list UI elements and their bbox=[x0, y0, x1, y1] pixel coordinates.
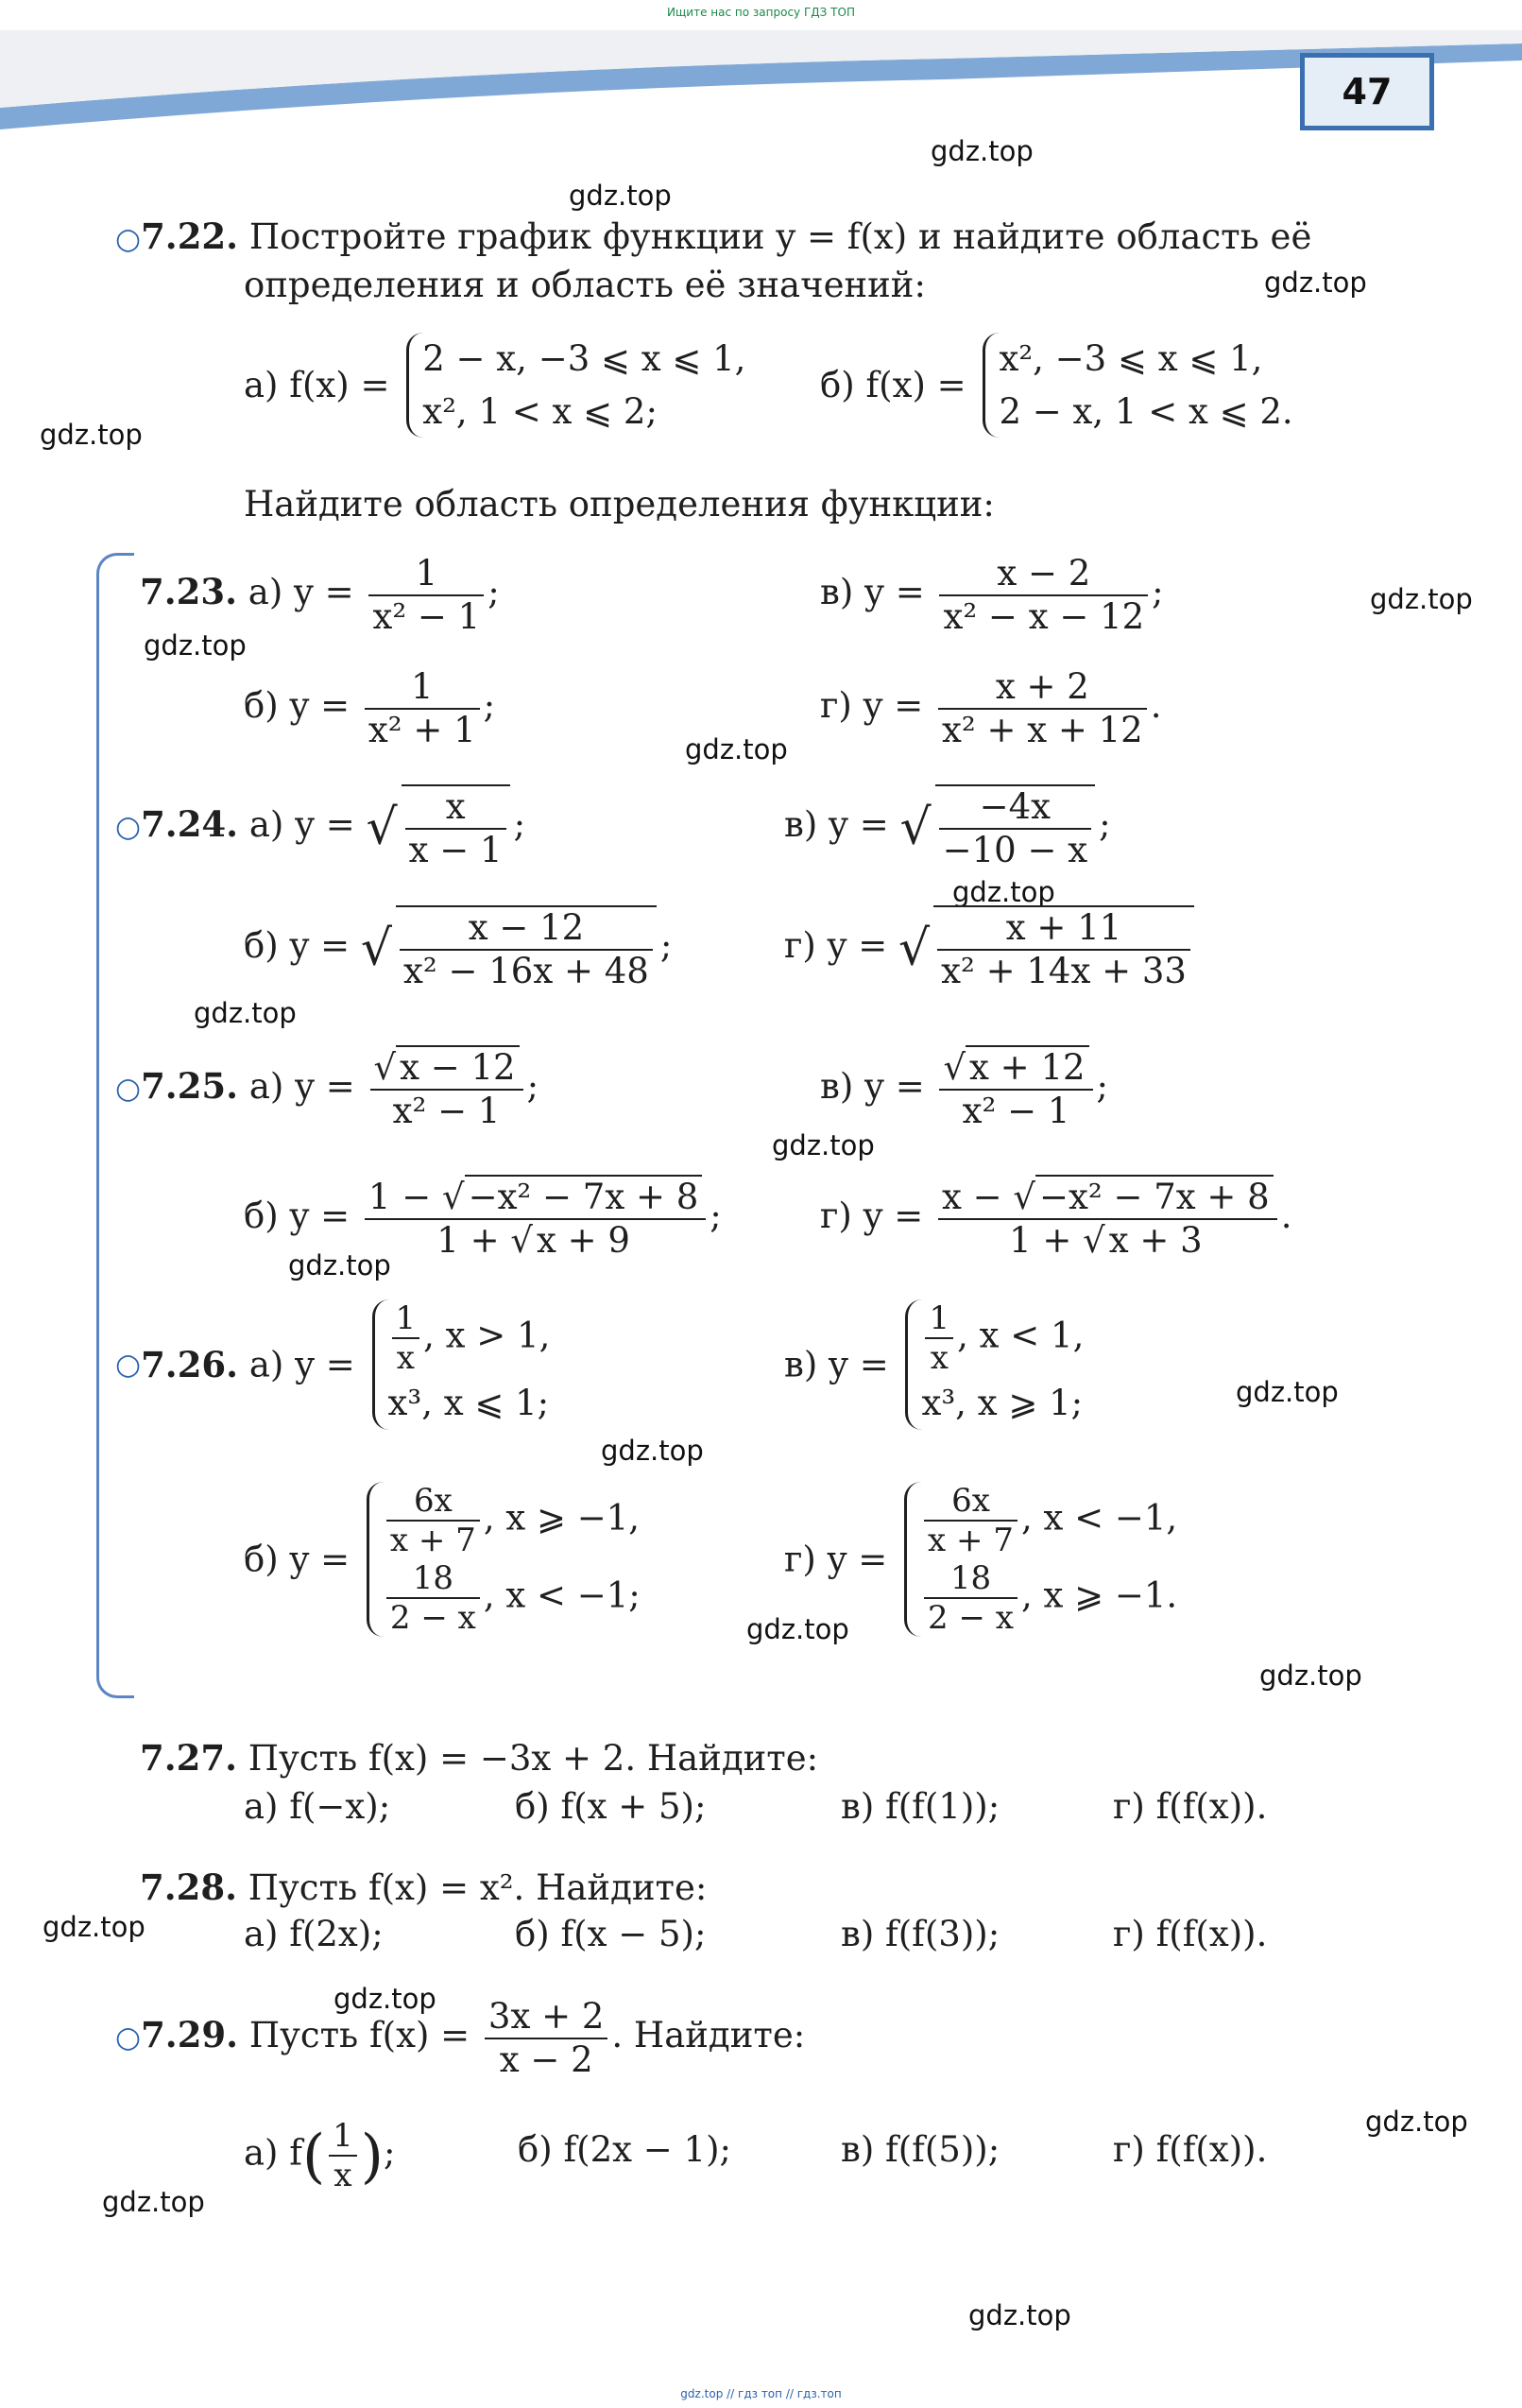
exercise-text: Пусть f(x) = bbox=[248, 2015, 470, 2056]
watermark: gdz.top bbox=[43, 1911, 145, 1943]
item-label: б) y = bbox=[244, 1539, 351, 1580]
denominator: x − 1 bbox=[405, 828, 506, 871]
watermark: gdz.top bbox=[40, 419, 143, 451]
exercise-7-23-b bbox=[244, 666, 495, 750]
denominator: x + 7 bbox=[386, 1520, 480, 1559]
item-label: а) y = bbox=[248, 1066, 355, 1108]
exercise-7-28-text bbox=[140, 1866, 707, 1908]
condition: , x > 1, bbox=[423, 1315, 551, 1356]
watermark: gdz.top bbox=[968, 2299, 1071, 2331]
item-label: в) y = bbox=[820, 1066, 925, 1108]
exercise-7-24-b bbox=[244, 905, 672, 991]
exercise-text: . Найдите: bbox=[611, 2015, 806, 2056]
watermark: gdz.top bbox=[931, 135, 1034, 167]
exercise-item: а) f(2x); bbox=[244, 1914, 384, 1954]
radicand: −x² − 7x + 8 bbox=[1035, 1175, 1274, 1217]
exercise-7-29-a bbox=[244, 2117, 395, 2194]
fraction bbox=[925, 1299, 953, 1377]
domain-heading: Найдите область определения функции: bbox=[244, 484, 995, 525]
piece-row: 2 − x, −3 ⩽ x ⩽ 1, bbox=[422, 338, 746, 379]
optional-circle-icon: ○ bbox=[115, 2021, 142, 2055]
punct: ; bbox=[487, 572, 500, 613]
exercise-7-24-v bbox=[784, 784, 1111, 870]
piecewise-brace bbox=[372, 1299, 551, 1430]
watermark: gdz.top bbox=[102, 2186, 205, 2218]
fraction bbox=[924, 1559, 1018, 1637]
watermark: gdz.top bbox=[569, 180, 672, 212]
punct: ; bbox=[1096, 1066, 1108, 1108]
watermark: gdz.top bbox=[194, 997, 297, 1029]
denominator: x² − 1 bbox=[368, 594, 484, 638]
watermark: gdz.top bbox=[746, 1613, 849, 1645]
radicand: x + 9 bbox=[533, 1218, 634, 1261]
piecewise-brace bbox=[904, 1482, 1177, 1637]
numerator: 1 − √ −x² − 7x + 8 bbox=[365, 1177, 706, 1218]
numerator: 3x + 2 bbox=[487, 1996, 605, 2037]
piece-row bbox=[920, 1559, 1177, 1637]
denominator: x bbox=[925, 1337, 953, 1377]
fraction bbox=[402, 784, 510, 870]
footer-note: gdz.top // гдз топ // гдз.топ bbox=[680, 2387, 842, 2400]
exercise-number: 7.24. bbox=[141, 803, 239, 846]
exercise-number: 7.25. bbox=[141, 1065, 239, 1108]
exercise-number: 7.27. bbox=[140, 1737, 237, 1779]
exercise-7-23-v bbox=[820, 553, 1164, 637]
numerator: −4x bbox=[979, 786, 1052, 827]
numerator: 1 bbox=[411, 666, 434, 707]
item-label: г) y = bbox=[784, 925, 888, 967]
paren-open: ( bbox=[301, 2121, 326, 2191]
denominator: x bbox=[329, 2155, 357, 2194]
denominator: 1 + √ x + 3 bbox=[938, 1218, 1277, 1262]
exercise-7-26-v bbox=[784, 1299, 1084, 1430]
exercise-7-22-text bbox=[115, 215, 1311, 257]
item-label: г) y = bbox=[820, 685, 924, 727]
exercise-7-25-g bbox=[820, 1177, 1291, 1261]
sqrt-icon: √ bbox=[899, 799, 932, 856]
piece-row bbox=[383, 1482, 641, 1559]
numerator: x + 11 bbox=[1005, 907, 1122, 948]
item-label: в) y = bbox=[784, 1344, 889, 1385]
piecewise-brace bbox=[983, 333, 1292, 438]
numerator: 18 bbox=[949, 1559, 992, 1598]
exercise-item: г) f(f(x)). bbox=[1113, 2129, 1268, 2170]
exercise-item: б) f(2x − 1); bbox=[518, 2129, 731, 2170]
exercise-item: в) f(f(3)); bbox=[841, 1914, 1000, 1954]
numerator: x − 12 bbox=[468, 907, 585, 948]
piece-row bbox=[388, 1299, 551, 1377]
numerator: x bbox=[445, 786, 466, 827]
punct: . bbox=[1280, 1195, 1292, 1237]
exercise-number: 7.26. bbox=[141, 1343, 239, 1385]
numerator: 1 bbox=[929, 1299, 950, 1337]
watermark: gdz.top bbox=[1259, 1660, 1362, 1692]
radicand: x − 12 bbox=[396, 1045, 519, 1088]
optional-circle-icon: ○ bbox=[115, 1347, 142, 1382]
fraction bbox=[365, 666, 480, 750]
fraction bbox=[939, 553, 1148, 637]
optional-circle-icon: ○ bbox=[115, 1072, 142, 1107]
piece-row bbox=[920, 1482, 1177, 1559]
sqrt-icon: √ bbox=[366, 799, 398, 856]
watermark: gdz.top bbox=[772, 1129, 875, 1161]
item-label: а) bbox=[244, 365, 279, 405]
watermark: gdz.top bbox=[1370, 583, 1473, 615]
fraction bbox=[939, 1047, 1092, 1131]
condition: , x < −1; bbox=[483, 1574, 641, 1616]
fraction bbox=[368, 553, 484, 637]
fraction bbox=[329, 2117, 357, 2194]
exercise-7-25-b bbox=[244, 1177, 722, 1261]
punct: ; bbox=[483, 685, 496, 727]
denominator: x² + 14x + 33 bbox=[937, 949, 1190, 992]
watermark: gdz.top bbox=[1236, 1376, 1339, 1408]
punct: ; bbox=[710, 1195, 722, 1237]
numerator: √ x − 12 bbox=[370, 1047, 523, 1089]
item-label: г) y = bbox=[784, 1539, 888, 1580]
fraction bbox=[396, 905, 657, 991]
item-label: б) bbox=[820, 365, 855, 405]
page-number: 47 bbox=[1300, 53, 1434, 130]
condition: , x ⩾ −1. bbox=[1020, 1574, 1178, 1616]
exercise-7-23-a bbox=[140, 553, 500, 637]
exercise-7-26-b bbox=[244, 1482, 641, 1637]
punct: . bbox=[1150, 685, 1162, 727]
watermark: gdz.top bbox=[288, 1249, 391, 1281]
exercise-number: 7.22. bbox=[141, 215, 239, 257]
fraction bbox=[365, 1177, 706, 1261]
item-label: а) y = bbox=[248, 572, 354, 613]
watermark: gdz.top bbox=[952, 876, 1055, 908]
denominator: 2 − x bbox=[924, 1597, 1018, 1637]
fraction bbox=[386, 1482, 480, 1559]
exercise-7-22-b bbox=[820, 333, 1293, 438]
item-label: а) y = bbox=[248, 804, 355, 846]
radicand: x + 12 bbox=[966, 1045, 1088, 1088]
exercise-item: в) f(f(1)); bbox=[841, 1786, 1000, 1827]
exercise-number: 7.28. bbox=[140, 1866, 237, 1908]
item-label: г) y = bbox=[820, 1195, 924, 1237]
watermark: gdz.top bbox=[1264, 267, 1367, 299]
exercise-7-29-text bbox=[115, 1996, 805, 2080]
top-note: Ищите нас по запросу ГДЗ ТОП bbox=[667, 6, 855, 19]
exercise-item: б) f(x + 5); bbox=[515, 1786, 707, 1827]
punct: ; bbox=[384, 2132, 396, 2174]
punct: ; bbox=[1152, 572, 1164, 613]
denominator: x² + 1 bbox=[365, 708, 480, 751]
fraction bbox=[924, 1482, 1018, 1559]
denominator: 1 + √ x + 9 bbox=[365, 1218, 706, 1262]
numerator: 6x bbox=[951, 1482, 990, 1520]
item-label: а) y = bbox=[248, 1344, 355, 1385]
denominator: x² − 1 bbox=[939, 1089, 1092, 1132]
exercise-text-line-2: определения и область её значений: bbox=[244, 265, 926, 305]
denominator: x² − 1 bbox=[370, 1089, 523, 1132]
exercise-number: 7.23. bbox=[140, 571, 237, 613]
denominator-part: 1 + bbox=[1009, 1219, 1084, 1261]
piece-row bbox=[383, 1559, 641, 1637]
condition: , x ⩾ −1, bbox=[483, 1497, 641, 1539]
exercise-7-26-a bbox=[115, 1299, 550, 1430]
fraction bbox=[485, 1996, 607, 2080]
denominator: x + 7 bbox=[924, 1520, 1018, 1559]
fraction bbox=[386, 1559, 480, 1637]
denominator: 2 − x bbox=[386, 1597, 480, 1637]
radicand: x + 3 bbox=[1105, 1218, 1206, 1261]
watermark: gdz.top bbox=[144, 629, 247, 662]
punct: ; bbox=[526, 1066, 539, 1108]
watermark: gdz.top bbox=[601, 1435, 704, 1467]
item-label: б) y = bbox=[244, 1195, 351, 1237]
numerator: 18 bbox=[412, 1559, 453, 1598]
item-label: б) y = bbox=[244, 685, 351, 727]
exercise-item: в) f(f(5)); bbox=[841, 2129, 1000, 2170]
watermark: gdz.top bbox=[1365, 2106, 1468, 2138]
punct: ; bbox=[1099, 804, 1111, 846]
denominator: x bbox=[392, 1337, 420, 1377]
piece-row: x², 1 < x ⩽ 2; bbox=[422, 390, 658, 432]
fraction bbox=[392, 1299, 420, 1377]
condition: , x < 1, bbox=[957, 1315, 1085, 1356]
numerator: √ x + 12 bbox=[939, 1047, 1092, 1089]
watermark: gdz.top bbox=[333, 1983, 436, 2015]
fraction bbox=[933, 905, 1194, 991]
numerator: x − 2 bbox=[997, 553, 1091, 593]
watermark: gdz.top bbox=[685, 733, 788, 765]
piece-row: x², −3 ⩽ x ⩽ 1, bbox=[999, 338, 1263, 379]
radicand: −x² − 7x + 8 bbox=[465, 1175, 703, 1217]
function-name: f(x) = bbox=[289, 365, 390, 405]
function-name: f(x) = bbox=[865, 365, 966, 405]
item-label: б) y = bbox=[244, 925, 351, 967]
exercise-7-24-a bbox=[115, 784, 525, 870]
item-label: а) f bbox=[244, 2132, 302, 2174]
item-label: в) y = bbox=[784, 804, 889, 846]
exercise-text-line-1: Постройте график функции y = f(x) и найдите область её bbox=[248, 216, 1312, 257]
numerator: x + 2 bbox=[995, 666, 1089, 707]
fraction bbox=[370, 1047, 523, 1131]
header-band bbox=[0, 30, 1522, 129]
exercise-7-23-g bbox=[820, 666, 1161, 750]
denominator-part: 1 + bbox=[436, 1219, 511, 1261]
denominator: x² − 16x + 48 bbox=[400, 949, 653, 992]
exercise-7-27-text bbox=[140, 1737, 818, 1779]
punct: ; bbox=[513, 804, 526, 846]
piecewise-brace bbox=[367, 1482, 641, 1637]
piecewise-brace bbox=[406, 333, 745, 438]
item-label: в) y = bbox=[820, 572, 925, 613]
fraction bbox=[938, 1177, 1277, 1261]
piece-row: 2 − x, 1 < x ⩽ 2. bbox=[999, 390, 1293, 432]
optional-circle-icon: ○ bbox=[115, 222, 142, 256]
exercise-item: б) f(x − 5); bbox=[515, 1914, 707, 1954]
numerator: x − √ −x² − 7x + 8 bbox=[938, 1177, 1277, 1218]
exercise-text: Пусть f(x) = x². Найдите: bbox=[248, 1867, 708, 1908]
exercise-7-24-g bbox=[784, 905, 1198, 991]
denominator: x² − x − 12 bbox=[939, 594, 1148, 638]
denominator: −10 − x bbox=[939, 828, 1091, 871]
exercise-item: г) f(f(x)). bbox=[1113, 1914, 1268, 1954]
piece-row: x³, x ⩾ 1; bbox=[921, 1383, 1084, 1424]
fraction bbox=[938, 666, 1147, 750]
exercise-number: 7.29. bbox=[141, 2014, 239, 2056]
punct: ; bbox=[659, 925, 673, 967]
exercise-7-26-g bbox=[784, 1482, 1177, 1637]
exercise-7-25-a bbox=[115, 1047, 539, 1131]
numerator: 1 bbox=[333, 2117, 353, 2155]
numerator: 6x bbox=[413, 1482, 453, 1520]
piecewise-brace bbox=[905, 1299, 1084, 1430]
optional-circle-icon: ○ bbox=[115, 810, 142, 845]
sqrt-icon: √ bbox=[360, 920, 393, 977]
piece-row: x³, x ⩽ 1; bbox=[387, 1383, 550, 1424]
paren-close: ) bbox=[360, 2121, 384, 2191]
sqrt-icon: √ bbox=[898, 920, 931, 977]
exercise-7-25-v bbox=[820, 1047, 1108, 1131]
condition: , x < −1, bbox=[1020, 1497, 1178, 1539]
numerator: 1 bbox=[395, 1299, 417, 1337]
exercise-item: а) f(−x); bbox=[244, 1786, 391, 1827]
piece-row bbox=[921, 1299, 1084, 1377]
numerator-part: 1 − bbox=[368, 1177, 442, 1217]
numerator-part: x − bbox=[942, 1177, 1014, 1217]
exercise-item: г) f(f(x)). bbox=[1113, 1786, 1268, 1827]
denominator: x − 2 bbox=[485, 2038, 607, 2081]
denominator: x² + x + 12 bbox=[938, 708, 1147, 751]
fraction bbox=[935, 784, 1095, 870]
exercise-7-22-a bbox=[244, 333, 745, 438]
exercise-text: Пусть f(x) = −3x + 2. Найдите: bbox=[248, 1738, 819, 1779]
numerator: 1 bbox=[415, 553, 438, 593]
